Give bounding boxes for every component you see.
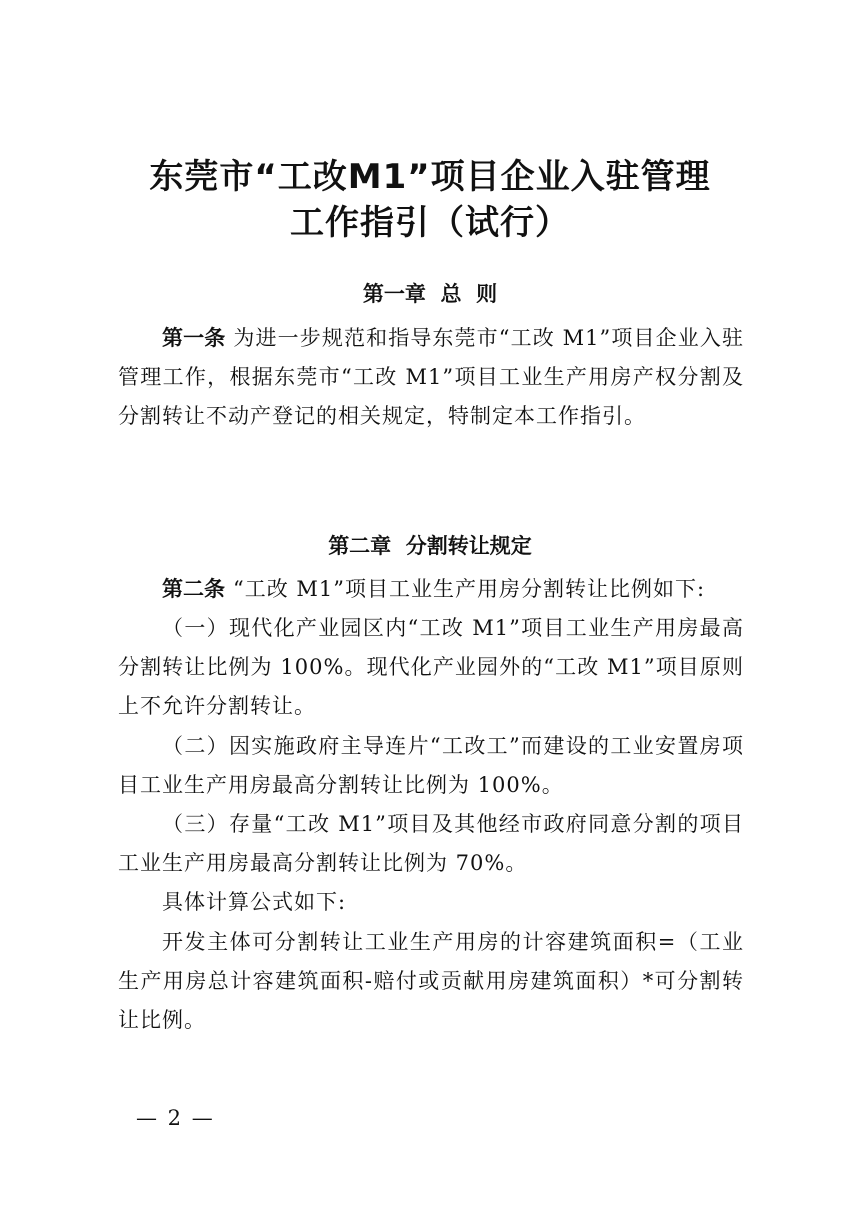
item-3-paragraph: （三）存量“工改 M1”项目及其他经市政府同意分割的项目工业生产用房最高分割转让比例为 70%。: [118, 812, 744, 875]
formula-paragraph: 开发主体可分割转让工业生产用房的计容建筑面积=（工业生产用房总计容建筑面积-赔付或贡献用房建筑面积）*可分割转让比例。: [118, 930, 744, 1032]
item-2-paragraph: （二）因实施政府主导连片“工改工”而建设的工业安置房项目工业生产用房最高分割转让比例为 100%。: [118, 734, 744, 797]
article-1-paragraph: [118, 319, 744, 436]
chapter-2-heading: 第二章 分割转让规定: [328, 534, 532, 558]
article-2-text: “工改 M1”项目工业生产用房分割转让比例如下:: [233, 577, 706, 601]
chapter-1-heading: 第一章 总 则: [362, 282, 498, 306]
article-1-text: 为进一步规范和指导东莞市“工改 M1”项目企业入驻管理工作，根据东莞市“工改 M1”项目工业生产用房产权分割及分割转让不动产登记的相关规定，特制定本工作指引。: [118, 326, 744, 428]
article-2-paragraph: [118, 570, 744, 609]
article-1-label: 第一条: [162, 326, 226, 350]
article-2-label: 第二条: [162, 577, 225, 601]
item-1-paragraph: （一）现代化产业园区内“工改 M1”项目工业生产用房最高分割转让比例为 100%。现代化产业园外的“工改 M1”项目原则上不允许分割转让。: [118, 616, 744, 718]
formula-intro: 具体计算公式如下:: [162, 890, 347, 914]
document-title-line-1: 东莞市“工改M1”项目企业入驻管理: [149, 157, 711, 197]
document-title-line-2: 工作指引（试行）: [290, 203, 570, 243]
page-number: — 2 —: [136, 1106, 215, 1130]
